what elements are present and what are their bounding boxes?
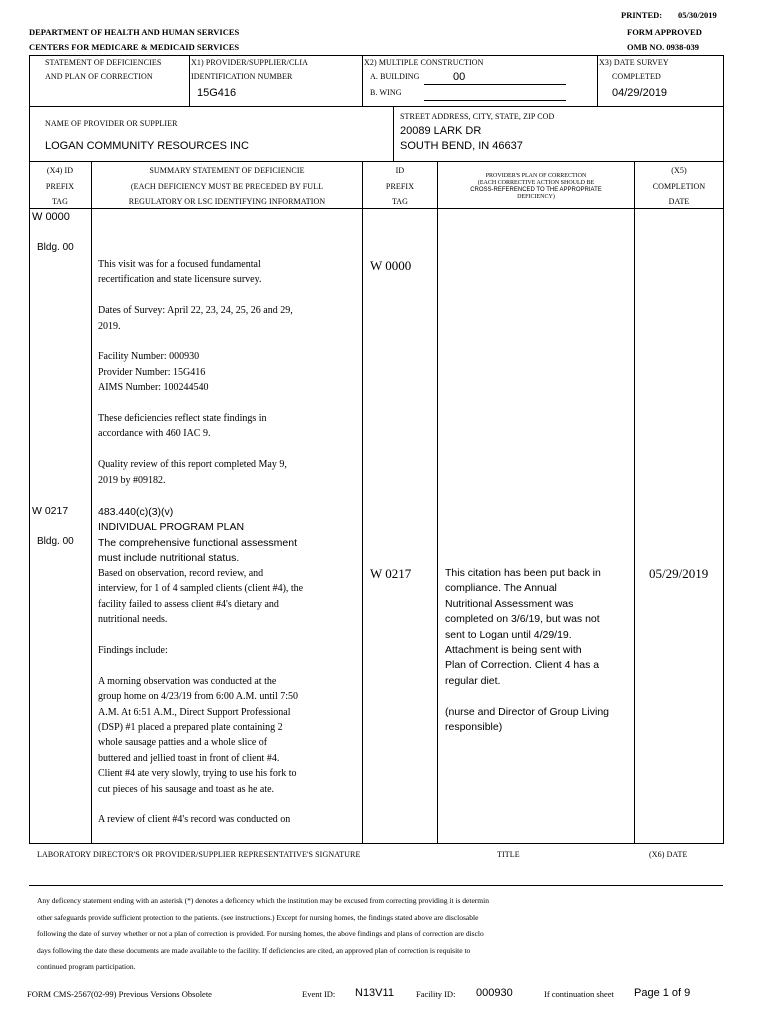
plan-label-4: DEFICIENCY) [517, 194, 555, 200]
id-label-2: PREFIX [385, 182, 415, 191]
correction-text: completed on 3/6/19, but was not [445, 613, 600, 626]
summary-text: Quality review of this report completed May 9, [98, 459, 287, 471]
correction-text: (nurse and Director of Group Living [445, 705, 609, 718]
id-label-3: TAG [391, 197, 409, 206]
address-label: STREET ADDRESS, CITY, STATE, ZIP COD [400, 112, 555, 121]
address-line2: SOUTH BEND, IN 46637 [400, 140, 523, 152]
building-tag-1: Bldg. 00 [37, 242, 74, 253]
correction-text: Nutritional Assessment was [445, 597, 574, 610]
findings-text: buttered and jellied toast in front of client #4. [98, 752, 280, 764]
regulation-text: The comprehensive functional assessment [98, 536, 298, 549]
summary-label-2: (EACH DEFICIENCY MUST BE PRECEDED BY FULL [130, 182, 324, 191]
correction-text: Plan of Correction. Client 4 has a [445, 659, 600, 672]
x4-label-3: TAG [51, 197, 69, 206]
building-label: A. BUILDING [370, 72, 420, 81]
x5-label-1: (X5) [671, 166, 687, 175]
id-tag-w0217: W 0217 [370, 566, 412, 581]
footnote-line: continued program participation. [37, 962, 136, 971]
footnote-line: following the date of survey whether or not a plan of correction is provided. For nursing homes, the above findings and plans of correction are disclo [37, 929, 484, 938]
summary-text: Dates of Survey: April 22, 23, 24, 25, 26 and 29, [98, 305, 293, 317]
findings-text: A review of client #4's record was conducted on [98, 814, 291, 826]
regulation-text: INDIVIDUAL PROGRAM PLAN [98, 521, 245, 534]
signature-label: LABORATORY DIRECTOR'S OR PROVIDER/SUPPLIER REPRESENTATIVE'S SIGNATURE [37, 850, 361, 859]
correction-text: responsible) [445, 721, 503, 734]
plan-label-1: PROVIDER'S PLAN OF CORRECTION [485, 173, 587, 179]
agency-line2: CENTERS FOR MEDICARE & MEDICAID SERVICES [29, 42, 240, 52]
building-value: 00 [453, 71, 466, 83]
summary-w0000 [98, 257, 360, 488]
printed-date: 05/30/2019 [678, 10, 717, 20]
building-tag-2: Bldg. 00 [37, 536, 74, 547]
correction-text: This citation has been put back in [445, 567, 601, 579]
x4-label-1: (X4) ID [46, 166, 74, 175]
correction-text: Attachment is being sent with [445, 644, 582, 657]
id-tag-w0000: W 0000 [370, 258, 412, 273]
summary-label-1: SUMMARY STATEMENT OF DEFICIENCIE [149, 166, 305, 175]
regulation-block [98, 505, 360, 567]
findings-text: cut pieces of his sausage and toast as he ate. [98, 783, 275, 795]
x5-label-3: DATE [668, 197, 690, 206]
provider-name-label: NAME OF PROVIDER OR SUPPLIER [45, 119, 178, 128]
x1-label-2: IDENTIFICATION NUMBER [191, 72, 293, 81]
continuation-label: If continuation sheet [544, 989, 614, 999]
findings-text: Findings include: [98, 645, 168, 657]
findings-text: A morning observation was conducted at the [98, 675, 277, 687]
footnote [37, 893, 727, 976]
plan-label-2: (EACH CORRECTIVE ACTION SHOULD BE [477, 180, 595, 186]
x5-label-2: COMPLETION [652, 182, 706, 191]
findings-text: Based on observation, record review, and [98, 568, 264, 579]
completion-date: 05/29/2019 [649, 566, 709, 581]
correction-text: compliance. The Annual [445, 582, 557, 595]
form-approved: FORM APPROVED [627, 27, 702, 37]
statement-label-2: AND PLAN OF CORRECTION [45, 72, 153, 81]
facility-id: 000930 [476, 987, 513, 999]
regulation-text: 483.440(c)(3)(v) [98, 506, 174, 518]
prefix-tag-w0217: W 0217 [32, 505, 69, 517]
x3-label-1: X3) DATE SURVEY [599, 58, 669, 67]
agency-line1: DEPARTMENT OF HEALTH AND HUMAN SERVICES [29, 27, 240, 37]
summary-text: accordance with 460 IAC 9. [98, 428, 211, 440]
findings-text: group home on 4/23/19 from 6:00 A.M. until 7:50 [98, 691, 298, 703]
statement-label-1: STATEMENT OF DEFICIENCIES [45, 58, 162, 67]
x6-date-label: (X6) DATE [649, 850, 688, 859]
x3-label-2: COMPLETED [612, 72, 661, 81]
prefix-tag-w0000: W 0000 [32, 211, 70, 223]
title-label: TITLE [497, 850, 520, 859]
findings-text: facility failed to assess client #4's dietary and [98, 598, 279, 610]
correction-text: regular diet. [445, 674, 501, 687]
findings-text: (DSP) #1 placed a prepared plate containing 2 [98, 722, 283, 734]
address-line1: 20089 LARK DR [400, 125, 482, 137]
facility-id-label: Facility ID: [416, 989, 456, 999]
summary-label-3: REGULATORY OR LSC IDENTIFYING INFORMATION [128, 197, 326, 206]
footnote-line: days following the date these documents are made available to the facility. If deficiencies are cited, an approved plan of correction is requisite to [37, 945, 471, 955]
x1-label-1: X1) PROVIDER/SUPPLIER/CLIA [191, 58, 309, 67]
summary-text: 2019. [98, 320, 121, 332]
findings-text: A.M. At 6:51 A.M., Direct Support Professional [98, 706, 291, 718]
plan-label-3: CROSS-REFERENCED TO THE APPROPRIATE [470, 187, 602, 193]
findings-text: whole sausage patties and a whole slice of [98, 737, 268, 749]
provider-name: LOGAN COMMUNITY RESOURCES INC [45, 140, 249, 152]
omb-number: OMB NO. 0938-039 [627, 42, 700, 52]
summary-text: Facility Number: 000930 [98, 351, 200, 363]
summary-text: This visit was for a focused fundamental [98, 259, 261, 270]
summary-text: AIMS Number: 100244540 [98, 382, 209, 394]
printed-label: PRINTED: [621, 10, 663, 20]
findings-text: interview, for 1 of 4 sampled clients (client #4), the [98, 583, 304, 595]
findings-text: Client #4 ate very slowly, trying to use his fork to [98, 768, 297, 780]
form-number: FORM CMS-2567(02-99) Previous Versions Obsolete [27, 989, 212, 999]
summary-text: Provider Number: 15G416 [98, 366, 206, 378]
findings-text: nutritional needs. [98, 614, 168, 626]
provider-id: 15G416 [197, 87, 237, 99]
event-id-label: Event ID: [302, 989, 336, 999]
summary-text: 2019 by #09182. [98, 474, 166, 486]
correction-plan [445, 566, 633, 735]
regulation-text: must include nutritional status. [98, 552, 240, 565]
summary-text: recertification and state licensure survey. [98, 274, 262, 286]
x2-label: X2) MULTIPLE CONSTRUCTION [364, 58, 484, 67]
summary-text: These deficiencies reflect state findings in [98, 413, 267, 425]
findings-block [98, 566, 360, 828]
page-number: Page 1 of 9 [634, 987, 691, 999]
wing-label: B. WING [370, 88, 402, 97]
id-label-1: ID [395, 166, 405, 175]
x4-label-2: PREFIX [45, 182, 75, 191]
footnote-line: Any deficency statement ending with an asterisk (*) denotes a deficency which the institution may be excused from correcting providing it is determin [37, 896, 489, 905]
correction-text: sent to Logan until 4/29/19. [445, 628, 572, 641]
event-id: N13V11 [355, 987, 394, 999]
survey-date: 04/29/2019 [612, 87, 668, 99]
footnote-line: other safeguards provide sufficient protection to the patients. (see instructions.) Except for nursing homes, the findings stated above are disclosable [37, 912, 479, 922]
